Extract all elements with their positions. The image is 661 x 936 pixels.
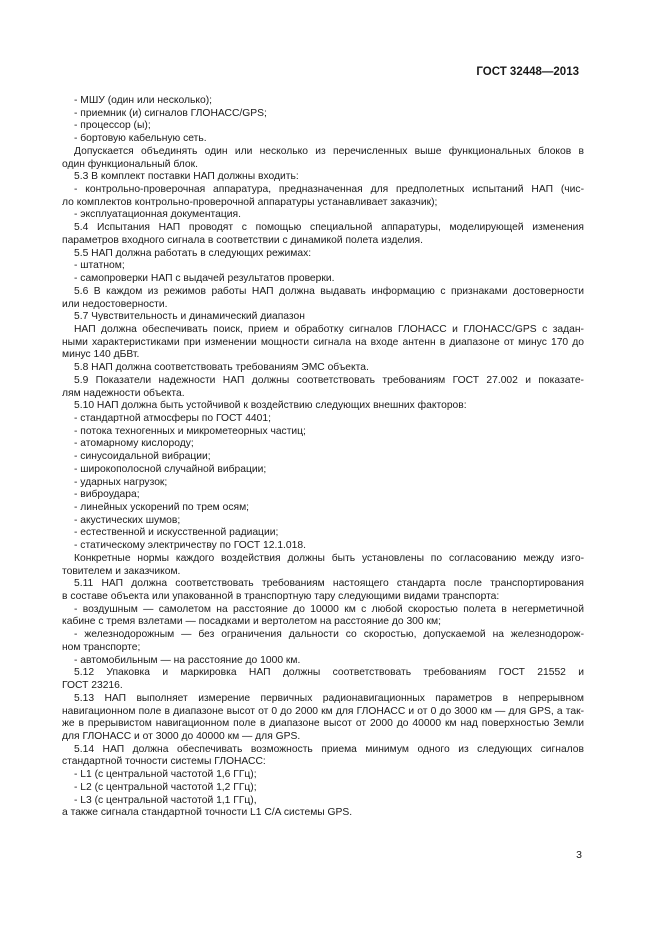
text-line: - самопроверки НАП с выдачей результатов проверки. bbox=[74, 273, 335, 285]
text-line: 5.5 НАП должна работать в следующих режимах: bbox=[74, 247, 312, 259]
text-line: навигационном поле в диапазоне высот от 0 до 2000 км для ГЛОНАСС и от 0 до 3000 км — для GPS, а так- bbox=[62, 705, 584, 717]
text-line: 5.14 НАП должна обеспечивать возможность приема минимум одного из следующих сигналов bbox=[74, 743, 584, 755]
text-line: - естественной и искусственной радиации; bbox=[74, 527, 279, 539]
text-line: товителем и заказчиком. bbox=[62, 565, 181, 577]
text-line: 5.12 Упаковка и маркировка НАП должны соответствовать требованиям ГОСТ 21552 и bbox=[74, 667, 584, 679]
text-line: - контрольно-проверочная аппаратура, предназначенная для предполетных испытаний НАП (чис- bbox=[74, 184, 584, 196]
text-line: 5.13 НАП выполняет измерение первичных радионавигационных параметров в непрерывном bbox=[74, 692, 584, 704]
text-line: 5.7 Чувствительность и динамический диапазон bbox=[74, 311, 305, 323]
text-line: для ГЛОНАСС и от 3000 до 40000 км — для GPS. bbox=[62, 730, 301, 742]
document-id-header: ГОСТ 32448—2013 bbox=[476, 66, 579, 78]
text-line: - бортовую кабельную сеть. bbox=[74, 133, 207, 145]
text-line: Конкретные нормы каждого воздействия должны быть установлены по согласованию между изго- bbox=[74, 552, 584, 564]
text-line: - автомобильным — на расстояние до 1000 км. bbox=[74, 654, 301, 666]
document-body bbox=[62, 95, 584, 820]
text-line: 5.11 НАП должна соответствовать требованиям настоящего стандарта после транспортирования bbox=[74, 578, 584, 590]
text-line: в составе объекта или упакованной в транспортную тару следующими видами транспорта: bbox=[62, 591, 500, 603]
text-line: - виброудара; bbox=[74, 489, 140, 501]
text-line: - статическому электричеству по ГОСТ 12.1.018. bbox=[74, 540, 306, 552]
text-line: 5.6 В каждом из режимов работы НАП должна выдавать информацию с признаками достоверности bbox=[74, 285, 584, 297]
text-line: - акустических шумов; bbox=[74, 514, 181, 526]
text-line: - потока техногенных и микрометеорных частиц; bbox=[74, 425, 306, 437]
text-line: - штатном; bbox=[74, 260, 125, 272]
text-line: - воздушным — самолетом на расстояние до 10000 км с любой скоростью полета в негерметичной bbox=[74, 603, 584, 615]
text-line: - атомарному кислороду; bbox=[74, 438, 194, 450]
text-line: - процессор (ы); bbox=[74, 120, 151, 132]
text-line: ло комплектов контрольно-проверочной аппаратуры устанавливает заказчик); bbox=[62, 196, 438, 208]
text-line: - стандартной атмосферы по ГОСТ 4401; bbox=[74, 412, 271, 424]
text-line: - синусоидальной вибрации; bbox=[74, 451, 211, 463]
text-line: - L2 (с центральной частотой 1,2 ГГц); bbox=[74, 781, 257, 793]
text-line: ными характеристиками при изменении мощности сигнала на входе антенн в диапазоне от минус 170 до bbox=[62, 336, 584, 348]
text-line: стандартной точности системы ГЛОНАСС: bbox=[62, 756, 266, 768]
text-line: минус 140 дБВт. bbox=[62, 349, 140, 361]
text-line: один функциональный блок. bbox=[62, 158, 199, 170]
text-line: лям надежности объекта. bbox=[62, 387, 185, 399]
text-line: параметров входного сигнала в соответствии с динамикой полета изделия. bbox=[62, 234, 423, 246]
text-line: кабине с тремя взлетами — посадками и вертолетом на расстояние до 300 км; bbox=[62, 616, 441, 628]
text-line: Допускается объединять один или несколько из перечисленных выше функциональных блоков в bbox=[74, 145, 584, 157]
text-line: - МШУ (один или несколько); bbox=[74, 95, 213, 106]
text-line: 5.3 В комплект поставки НАП должны входить: bbox=[74, 171, 299, 183]
text-line: же в прерывистом навигационном поле в диапазоне высот от 2000 до 40000 км над поверхностью Земли bbox=[62, 718, 584, 730]
text-line: а также сигнала стандартной точности L1 C/A системы GPS. bbox=[62, 807, 353, 819]
text-line: - приемник (и) сигналов ГЛОНАСС/GPS; bbox=[74, 107, 267, 119]
text-line: - эксплуатационная документация. bbox=[74, 209, 241, 221]
text-line: 5.8 НАП должна соответствовать требованиям ЭМС объекта. bbox=[74, 362, 369, 374]
page-number: 3 bbox=[576, 849, 582, 861]
text-line: НАП должна обеспечивать поиск, прием и обработку сигналов ГЛОНАСС и ГЛОНАСС/GPS с задан- bbox=[74, 323, 584, 335]
text-line: ном транспорте; bbox=[62, 641, 141, 653]
text-line: ГОСТ 23216. bbox=[62, 680, 123, 692]
text-line: 5.10 НАП должна быть устойчивой к воздействию следующих внешних факторов: bbox=[74, 400, 467, 412]
text-line: или недостоверности. bbox=[62, 298, 168, 310]
text-line: 5.9 Показатели надежности НАП должны соответствовать требованиям ГОСТ 27.002 и показате- bbox=[74, 374, 584, 386]
text-line: - L1 (с центральной частотой 1,6 ГГц); bbox=[74, 769, 257, 781]
text-line: - линейных ускорений по трем осям; bbox=[74, 502, 250, 513]
text-line: 5.4 Испытания НАП проводят с помощью специальной аппаратуры, моделирующей изменения bbox=[74, 222, 584, 234]
text-line: - L3 (с центральной частотой 1,1 ГГц), bbox=[74, 794, 257, 806]
text-line: - железнодорожным — без ограничения дальности со скоростью, допускаемой на железнодорож- bbox=[74, 629, 584, 641]
text-line: - ударных нагрузок; bbox=[74, 476, 168, 488]
text-line: - широкополосной случайной вибрации; bbox=[74, 463, 267, 475]
